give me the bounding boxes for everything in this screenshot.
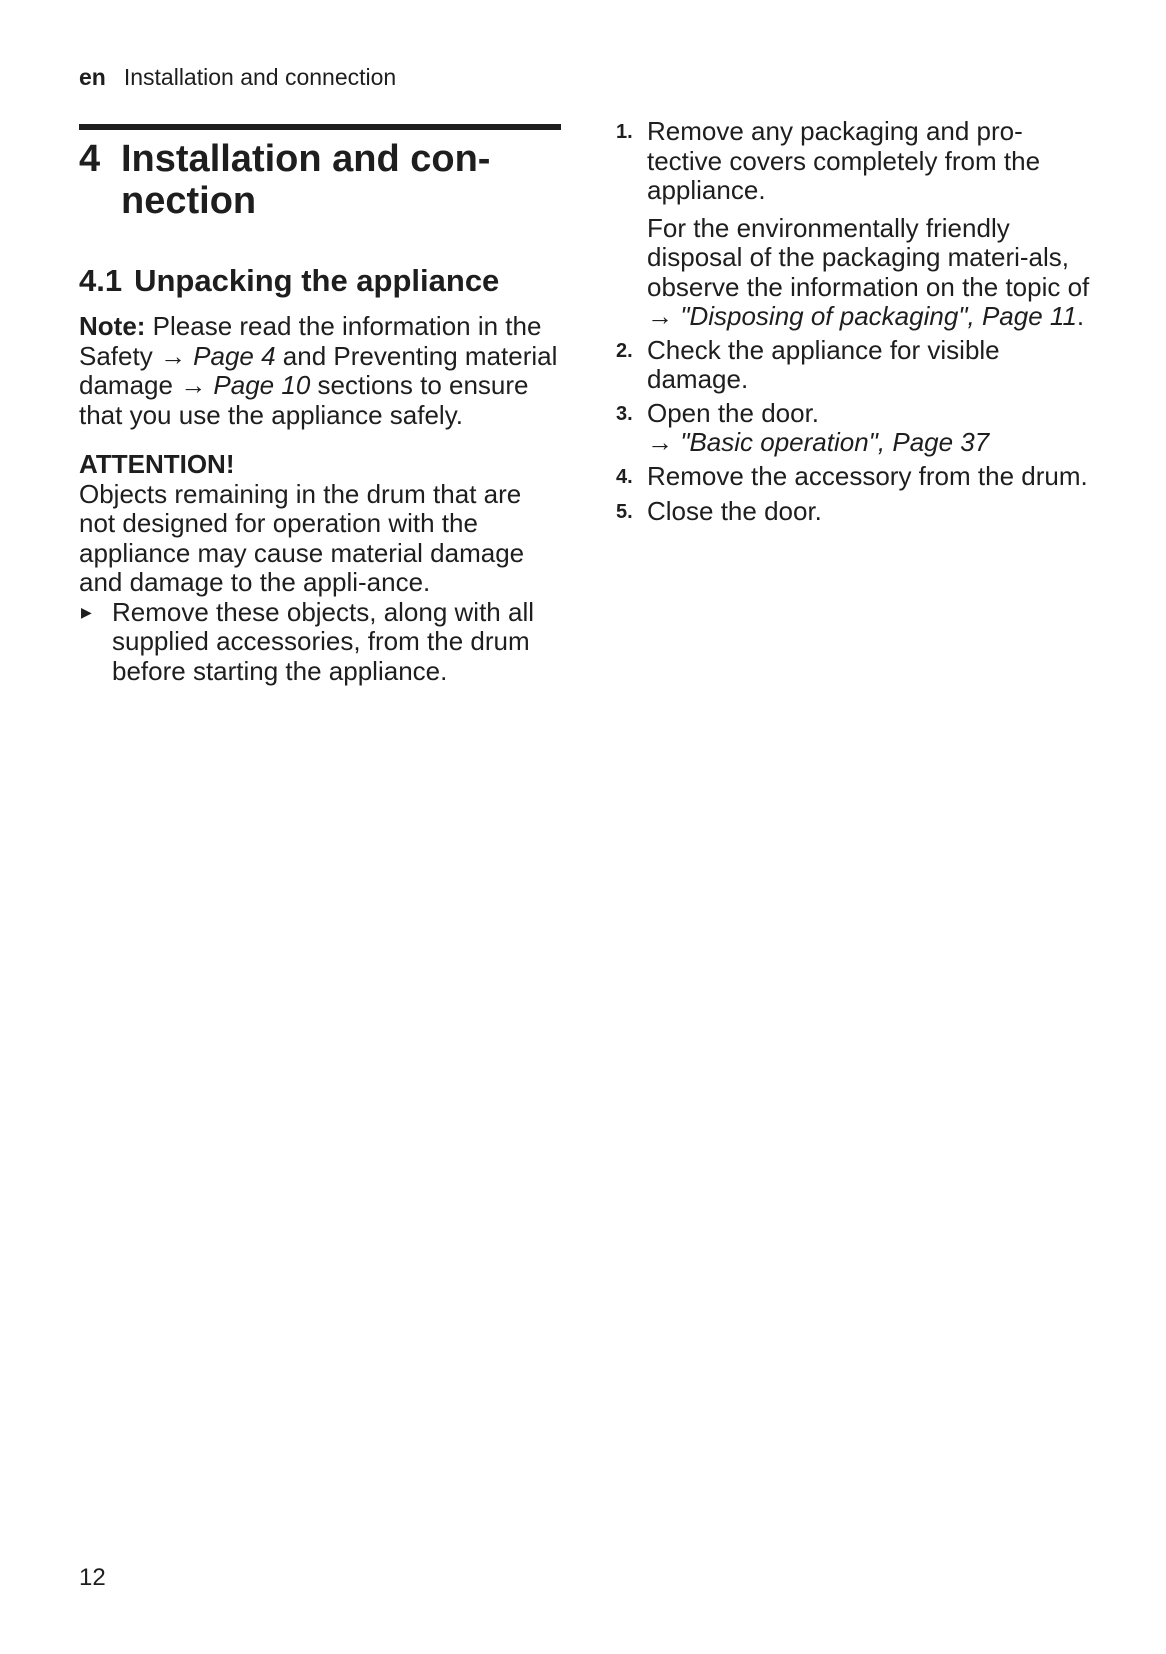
basic-operation-link[interactable]: → "Basic operation", Page 37 [647, 427, 990, 457]
language-code: en [79, 64, 106, 90]
step-reference [647, 302, 1096, 332]
chapter-title-text [121, 138, 490, 222]
step-item [616, 497, 1096, 528]
attention-bullet [79, 598, 561, 687]
step-number: 5. [616, 500, 633, 523]
step-number: 2. [616, 339, 633, 362]
step-text: Close the door. [647, 495, 822, 526]
chapter-title-line1: Installation and con- [121, 138, 491, 180]
step-reference [647, 428, 1096, 458]
step-text: Open the door. [647, 397, 820, 428]
left-column [79, 124, 561, 686]
step-reference-suffix: . [1076, 301, 1085, 331]
step-number: 3. [616, 402, 633, 425]
step-item [616, 336, 1096, 395]
step-item [616, 117, 1096, 332]
step-subtext: For the environmentally friendly disposal of the packaging materi-als, observe the information on the topic of [647, 212, 1090, 302]
right-column [616, 117, 1096, 532]
safety-page-link[interactable]: → Page 4 [159, 340, 276, 371]
section-title-text: Unpacking the appliance [134, 263, 500, 298]
triangle-bullet-icon: ▶ [81, 603, 92, 620]
attention-bullet-text: Remove these objects, along with all supplied accessories, from the drum before starting the appliance. [112, 596, 535, 686]
section-number: 4.1 [79, 263, 123, 298]
chapter-title-line2: nection [121, 180, 257, 222]
note-text-1: Please read the information in the Safety [79, 311, 542, 371]
step-text: Check the appliance for visible damage. [647, 334, 1000, 394]
step-text: Remove any packaging and pro-tective covers completely from the appliance. [647, 116, 1041, 205]
step-number: 4. [616, 465, 633, 488]
running-header [79, 62, 396, 92]
note-text-2: and Preventing material damage [79, 340, 558, 400]
step-number: 1. [616, 121, 633, 143]
step-item [616, 399, 1096, 458]
material-damage-page-link[interactable]: → Page 10 [180, 370, 311, 400]
step-item [616, 462, 1096, 493]
note-label: Note: [79, 311, 146, 341]
chapter-number: 4 [79, 138, 101, 180]
chapter-title [79, 138, 561, 222]
disposing-packaging-link[interactable]: → "Disposing of packaging", Page 11 [647, 301, 1077, 331]
attention-text: Objects remaining in the drum that are not designed for operation with the appliance may cause material damage and damage to the appli-ance. [79, 478, 525, 597]
note-text-3: sections to ensure that you use the appliance safely. [79, 370, 529, 430]
section-title [79, 262, 561, 300]
step-text: Remove the accessory from the drum. [647, 460, 1088, 491]
running-header-title: Installation and connection [123, 64, 397, 90]
attention-heading: ATTENTION! [79, 449, 235, 479]
page-number: 12 [79, 1564, 106, 1591]
chapter-rule [79, 124, 561, 130]
note-paragraph [79, 312, 561, 430]
